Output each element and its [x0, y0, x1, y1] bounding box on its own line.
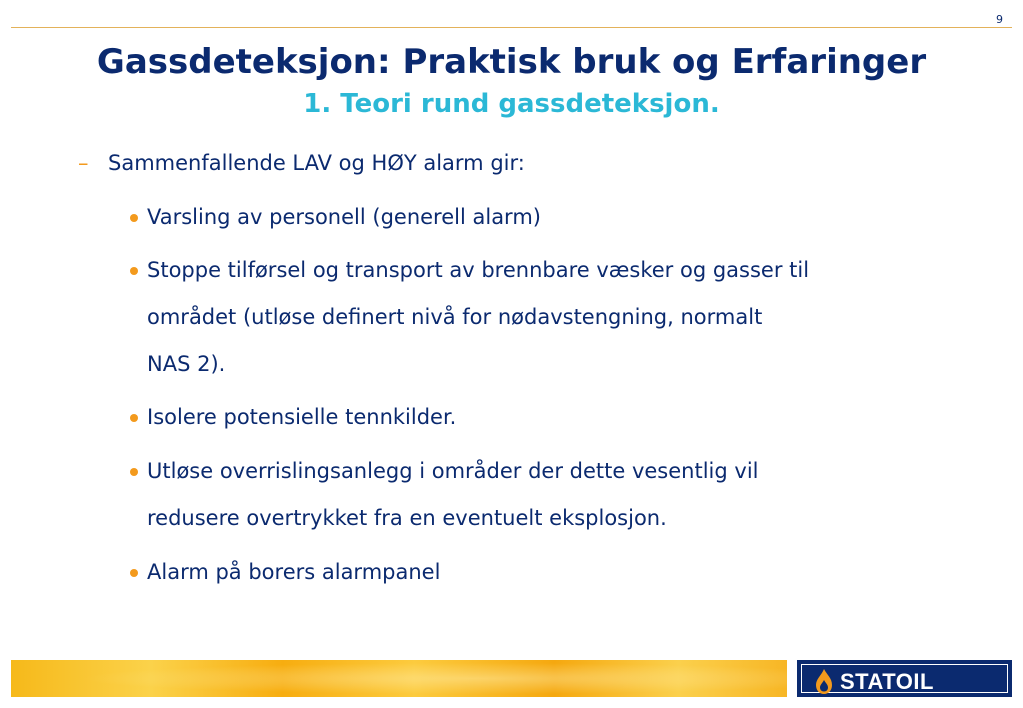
slide-title: Gassdeteksjon: Praktisk bruk og Erfaringer	[96, 42, 927, 82]
level1-text: Sammenfallende LAV og HØY alarm gir:	[108, 151, 525, 175]
footer-gradient-band	[11, 660, 787, 697]
bullet-line: området (utløse definert nivå for nødavstengning, normalt	[147, 305, 763, 329]
bullet-dot-icon	[130, 267, 138, 275]
bullet-line: Isolere potensielle tennkilder.	[147, 405, 457, 429]
bullet-line: Alarm på borers alarmpanel	[147, 560, 441, 584]
slide-subtitle: 1. Teori rund gassdeteksjon.	[303, 89, 720, 119]
bullet-item	[147, 247, 997, 388]
level1-item	[78, 148, 525, 178]
page-number: 9	[996, 13, 1003, 26]
bullet-dot-icon	[130, 214, 138, 222]
bullet-line: NAS 2).	[147, 352, 226, 376]
logo-frame	[801, 664, 1008, 693]
bullet-dot-icon	[130, 569, 138, 577]
header-divider	[11, 27, 1012, 28]
bullet-line: Utløse overrislingsanlegg i områder der dette vesentlig vil	[147, 459, 759, 483]
bullet-item	[147, 394, 997, 441]
bullet-line: Varsling av personell (generell alarm)	[147, 205, 541, 229]
dash-marker: –	[78, 151, 89, 175]
flame-icon	[815, 668, 833, 695]
bullet-item	[147, 448, 997, 542]
bullet-line: redusere overtrykket fra en eventuelt eksplosjon.	[147, 506, 667, 530]
bullet-dot-icon	[130, 468, 138, 476]
bullet-line: Stoppe tilførsel og transport av brennbare væsker og gasser til	[147, 258, 810, 282]
bullet-item	[147, 549, 997, 596]
bullet-dot-icon	[130, 414, 138, 422]
bullet-item	[147, 194, 997, 241]
statoil-logo	[797, 660, 1012, 697]
logo-text: STATOIL	[840, 669, 934, 694]
